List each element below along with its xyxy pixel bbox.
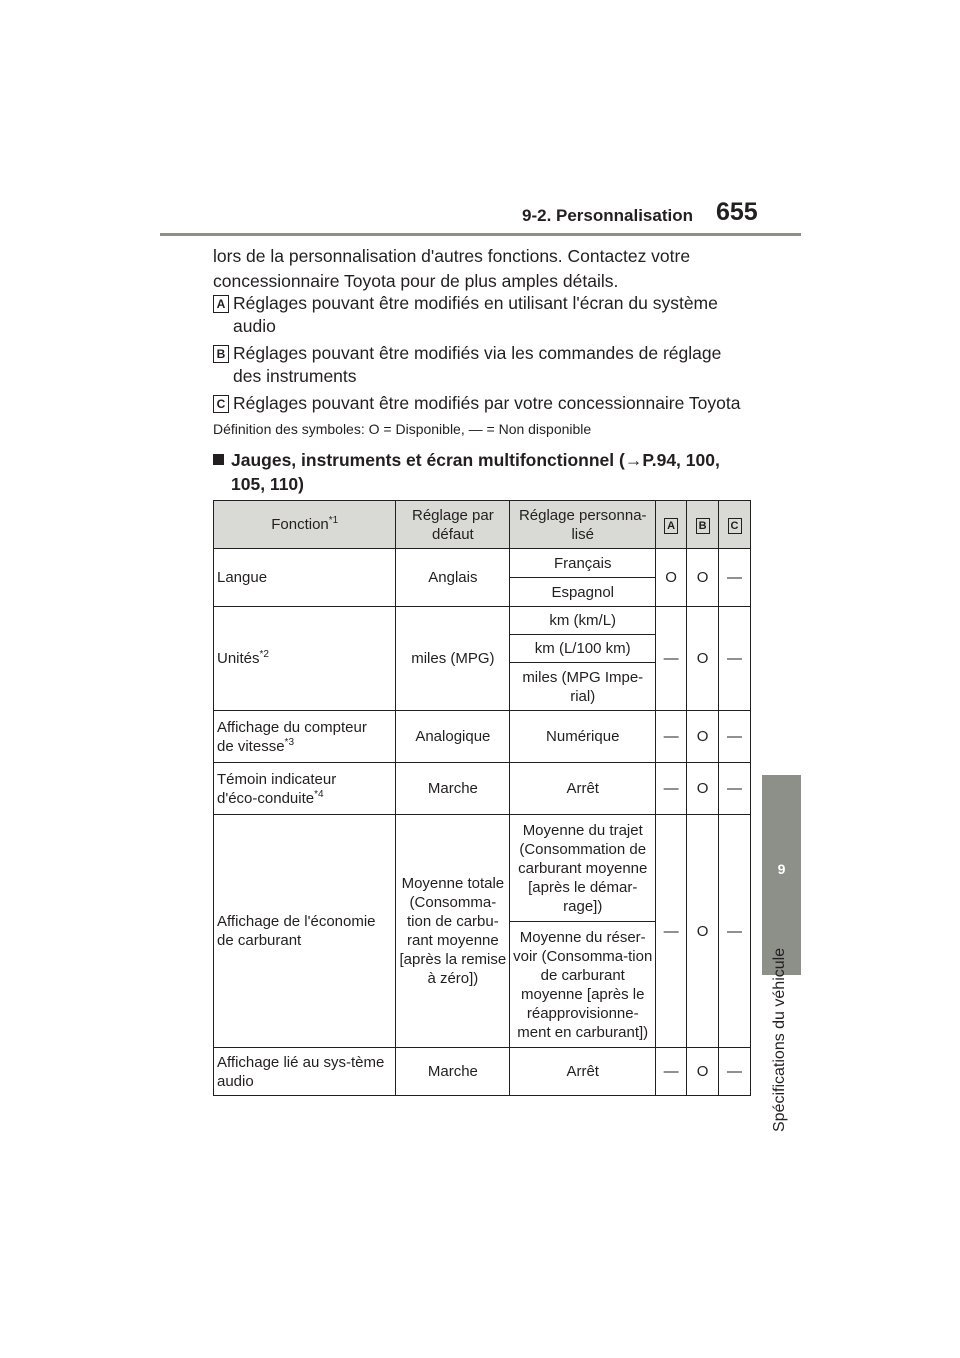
header-c: C: [719, 501, 751, 549]
header-rule: [160, 233, 801, 236]
cell-option: miles (MPG Impe-rial): [510, 663, 656, 711]
legend-text-cont: audio: [233, 316, 276, 336]
cell-fonction: Unités$^{*2}$: [214, 607, 396, 711]
legend-text-cont: des instruments: [233, 366, 357, 386]
chapter-number: 9: [777, 861, 786, 877]
legend-text: Réglages pouvant être modifiés via les commandes de réglage: [233, 343, 722, 363]
cell-b: O: [687, 711, 719, 763]
cell-c: —: [719, 763, 751, 815]
table-row: [214, 1048, 751, 1096]
cell-option: Espagnol: [510, 578, 656, 607]
cell-b: O: [687, 607, 719, 711]
table-row: [214, 549, 751, 578]
cell-option: Arrêt: [510, 763, 656, 815]
table-row: [214, 607, 751, 635]
settings-table: [213, 500, 751, 1096]
cell-default: Marche: [396, 1048, 510, 1096]
legend-text: Réglages pouvant être modifiés en utilisant l'écran du système: [233, 293, 718, 313]
cell-option: Moyenne du trajet (Consommation de carburant moyenne [après le démar-rage]): [510, 815, 656, 922]
table-row: [214, 815, 751, 922]
cell-c: —: [719, 711, 751, 763]
cell-a: —: [656, 1048, 687, 1096]
legend-item-b: [213, 342, 773, 388]
cell-option: km (L/100 km): [510, 635, 656, 663]
cell-b: O: [687, 815, 719, 1048]
cell-option: Arrêt: [510, 1048, 656, 1096]
cell-fonction: Témoin indicateur d'éco-conduite$^{*4}$: [214, 763, 396, 815]
cell-b: O: [687, 549, 719, 607]
cell-default: Anglais: [396, 549, 510, 607]
cell-a: —: [656, 763, 687, 815]
cell-fonction: Langue: [214, 549, 396, 607]
legend-item-c: [213, 392, 773, 415]
chapter-label: Spécifications du véhicule: [771, 947, 788, 1132]
cell-default: Moyenne totale (Consomma-tion de carbu-rant moyenne [après la remise à zéro]): [396, 815, 510, 1048]
cell-default: miles (MPG): [396, 607, 510, 711]
symbols-definition: Définition des symboles: O = Disponible, — = Non disponible: [213, 421, 592, 437]
header-custom: Réglage personna-lisé: [510, 501, 656, 549]
header-b: B: [687, 501, 719, 549]
cell-c: —: [719, 549, 751, 607]
cell-a: —: [656, 607, 687, 711]
header-default: Réglage par défaut: [396, 501, 510, 549]
cell-default: Analogique: [396, 711, 510, 763]
cell-default: Marche: [396, 763, 510, 815]
cell-fonction: Affichage du compteur de vitesse$^{*3}$: [214, 711, 396, 763]
section-heading-text: Jauges, instruments et écran multifonctionnel (→P.94, 100, 105, 110): [231, 450, 720, 494]
table-header-row: [214, 501, 751, 549]
chapter-tab: [762, 775, 801, 975]
legend-item-a: [213, 292, 773, 338]
cell-fonction: Affichage lié au sys-tème audio: [214, 1048, 396, 1096]
legend-key-box: C: [213, 395, 229, 413]
section-heading: [213, 448, 753, 496]
table-row: [214, 711, 751, 763]
cell-option: Numérique: [510, 711, 656, 763]
cell-b: O: [687, 1048, 719, 1096]
cell-c: —: [719, 815, 751, 1048]
header-section-title: 9-2. Personnalisation: [522, 206, 693, 225]
cell-option: Français: [510, 549, 656, 578]
cell-option: km (km/L): [510, 607, 656, 635]
cell-c: —: [719, 607, 751, 711]
cell-a: —: [656, 815, 687, 1048]
header-fonction: Fonction$^{*1}$: [214, 501, 396, 549]
cell-a: O: [656, 549, 687, 607]
header-a: A: [656, 501, 687, 549]
legend-key-box: B: [213, 345, 229, 363]
square-bullet-icon: [213, 454, 224, 465]
table-row: [214, 763, 751, 815]
legend-key-box: A: [213, 295, 229, 313]
cell-option: Moyenne du réser-voir (Consomma-tion de carburant moyenne [après le réapprovisionne-ment en carburant]): [510, 922, 656, 1048]
cell-a: —: [656, 711, 687, 763]
chapter-label-wrap: [767, 947, 793, 1132]
cell-fonction: Affichage de l'économie de carburant: [214, 815, 396, 1048]
cell-c: —: [719, 1048, 751, 1096]
intro-paragraph: lors de la personnalisation d'autres fonctions. Contactez votre concessionnaire Toyota pour de plus amples détails.: [213, 246, 691, 291]
cell-b: O: [687, 763, 719, 815]
legend-text: Réglages pouvant être modifiés par votre concessionnaire Toyota: [233, 393, 741, 413]
page-number: 655: [716, 198, 758, 226]
